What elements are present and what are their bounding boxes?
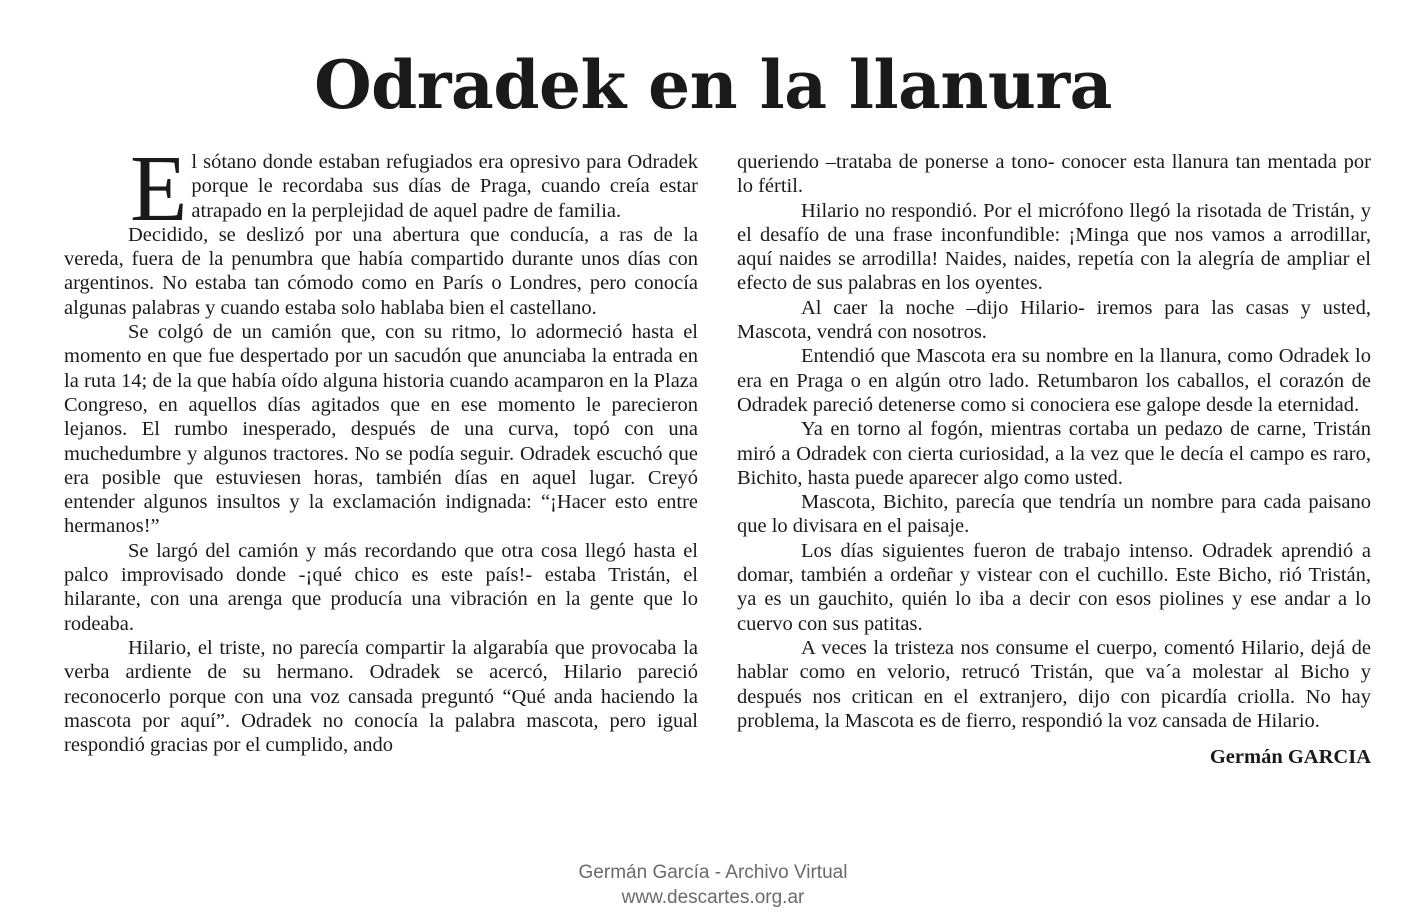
article-paragraph: Decidido, se deslizó por una abertura que conducía, a ras de la vereda, fuera de la penumbra que había compartido durante unos días con argentinos. No estaba tan cómodo como en París o Londres, pero conocía algunas palabras y cuando estaba solo hablaba bien el castellano. bbox=[64, 223, 698, 319]
article-paragraph: queriendo –trataba de ponerse a tono- conocer esta llanura tan mentada por lo fértil. bbox=[737, 151, 1371, 198]
article-paragraph: Mascota, Bichito, parecía que tendría un nombre para cada paisano que lo divisara en el paisaje. bbox=[737, 491, 1371, 538]
article-paragraph: Se colgó de un camión que, con su ritmo, lo adormeció hasta el momento en que fue despertado por un sacudón que anunciaba la entrada en la ruta 14; de la que había oído alguna historia cuando acamparon en la Plaza Congreso, en aquellos días agitados que en ese momento le parecieron lejanos. El rumbo inesperado, después de una curva, topó con una muchedumbre y algunos tractores. No se podía seguir. Odradek escuchó que era posible que estuviesen horas, también días en aquel lugar. Creyó entender algunos insultos y la exclamación indignada: “¡Hacer esto entre hermanos!” bbox=[64, 321, 698, 538]
article-paragraph: Hilario no respondió. Por el micrófono llegó la risotada de Tristán, y el desafío de una frase inconfundible: ¡Minga que nos vamos a arrodillar, aquí naides se arrodilla! Naides, naides, repetía con la alegría de ampliar el efecto de sus palabras en los oyentes. bbox=[737, 199, 1371, 295]
footer-website-link[interactable]: www.descartes.org.ar bbox=[621, 887, 805, 908]
footer-archive-label: Germán García - Archivo Virtual bbox=[578, 862, 848, 883]
article-paragraph: Al caer la noche –dijo Hilario- iremos para las casas y usted, Mascota, vendrá con nosotros. bbox=[737, 296, 1371, 344]
paragraph-text: l sótano donde estaban refugiados era opresivo para Odradek porque le recordaba sus días de Praga, cuando creía estar atrapado en la perplejidad de aquel padre de familia. bbox=[191, 151, 698, 222]
article-paragraph: Los días siguientes fueron de trabajo intenso. Odradek aprendió a domar, también a ordeñar y vistear con el cuchillo. Este Bicho, rió Tristán, ya es un gauchito, quién lo iba a decir con esos piolines y ese andar a lo cuervo con sus patitas. bbox=[737, 539, 1371, 635]
article-paragraph: A veces la tristeza nos consume el cuerpo, comentó Hilario, dejá de hablar como en velorio, retrucó Tristán, que va´a molestar al Bicho y después nos critican en el extranjero, dijo con picardía criolla. No hay problema, la Mascota es de fierro, respondió la voz cansada de Hilario. bbox=[737, 636, 1371, 732]
drop-cap: E bbox=[130, 137, 188, 241]
article-paragraph bbox=[64, 137, 698, 241]
author-signature: Germán GARCIA bbox=[1209, 746, 1371, 769]
article-paragraph: Entendió que Mascota era su nombre en la llanura, como Odradek lo era en Praga o en algún otro lado. Retumbaron los caballos, el corazón de Odradek pareció detenerse como si conociera ese galope desde la eternidad. bbox=[737, 345, 1371, 416]
article-column-right bbox=[737, 150, 1371, 769]
article-paragraph: Ya en torno al fogón, mientras cortaba un pedazo de carne, Tristán miró a Odradek con cierta curiosidad, a la vez que le decía el campo es raro, Bichito, hasta puede aparecer algo como usted. bbox=[737, 418, 1371, 489]
article-paragraph: Se largó del camión y más recordando que otra cosa llegó hasta el palco improvisado donde -¡qué chico es este país!- estaba Tristán, el hilarante, con una arenga que producía una vibración en la gente que lo rodeaba. bbox=[64, 539, 698, 635]
page-title: Odradek en la llanura bbox=[314, 46, 1112, 124]
article-column-left bbox=[64, 137, 698, 757]
article-paragraph: Hilario, el triste, no parecía compartir la algarabía que provocaba la verba ardiente de su hermano. Odradek se acercó, Hilario pareció reconocerlo porque con una voz cansada preguntó “Qué anda haciendo la mascota por aquí”. Odradek no conocía la palabra mascota, pero igual respondió gracias por el cumplido, ando bbox=[64, 636, 698, 757]
